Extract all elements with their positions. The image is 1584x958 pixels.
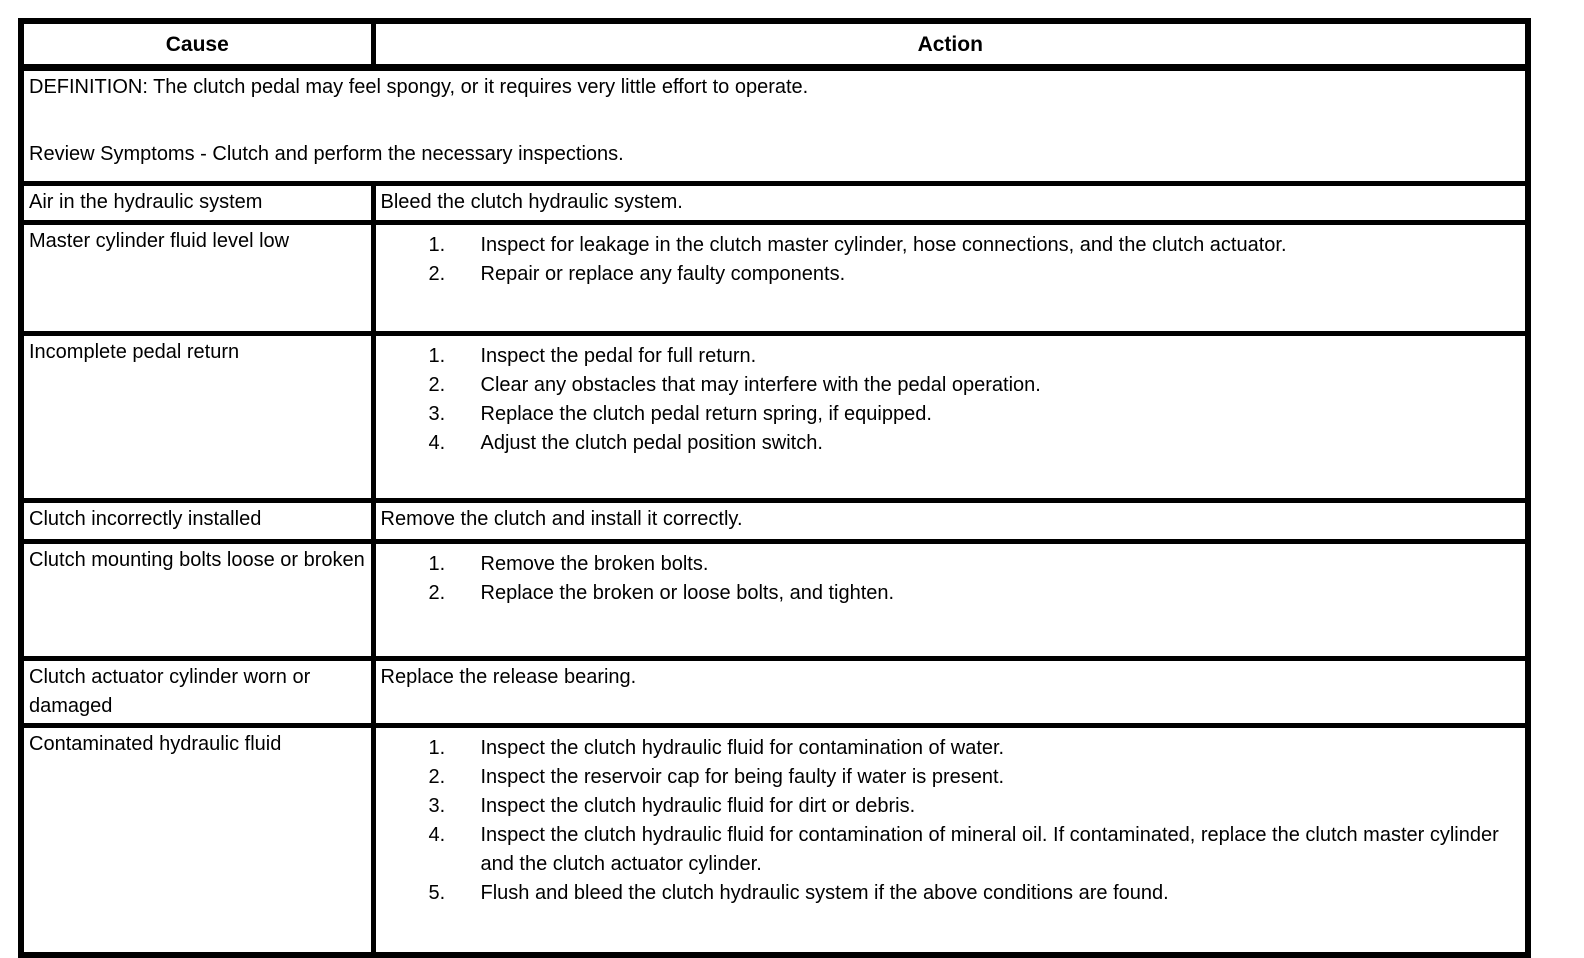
table-row bbox=[21, 726, 1528, 956]
action-text: Remove the clutch and install it correctly. bbox=[380, 508, 743, 530]
action-step: Replace the broken or loose bolts, and tighten. bbox=[480, 582, 895, 604]
table-row bbox=[21, 334, 1528, 501]
action-cell bbox=[373, 726, 1528, 956]
column-header-action: Action bbox=[373, 21, 1528, 68]
action-step: Inspect the reservoir cap for being faulty if water is present. bbox=[480, 766, 1005, 788]
definition-row bbox=[21, 68, 1528, 184]
action-cell bbox=[373, 184, 1528, 223]
action-cell bbox=[373, 223, 1528, 334]
action-steps-list bbox=[381, 734, 1521, 908]
action-step: Adjust the clutch pedal position switch. bbox=[480, 432, 823, 454]
action-steps-list bbox=[381, 342, 1521, 458]
cause-cell: Incomplete pedal return bbox=[21, 334, 373, 501]
cause-cell: Clutch mounting bolts loose or broken bbox=[21, 542, 373, 659]
cause-cell: Air in the hydraulic system bbox=[21, 184, 373, 223]
action-steps-list bbox=[381, 550, 1521, 608]
table-header-row bbox=[21, 21, 1528, 68]
action-cell bbox=[373, 542, 1528, 659]
action-step: Inspect the clutch hydraulic fluid for dirt or debris. bbox=[480, 795, 916, 817]
table-row bbox=[21, 184, 1528, 223]
action-step: Inspect the clutch hydraulic fluid for contamination of mineral oil. If contaminated, replace the clutch master cylinder and the clutch actuator cylinder. bbox=[480, 824, 1499, 875]
action-step: Flush and bleed the clutch hydraulic system if the above conditions are found. bbox=[480, 882, 1169, 904]
action-cell bbox=[373, 334, 1528, 501]
action-cell bbox=[373, 659, 1528, 726]
troubleshooting-table bbox=[18, 18, 1531, 958]
action-text: Replace the release bearing. bbox=[380, 666, 637, 688]
definition-cell bbox=[21, 68, 1528, 184]
cause-cell: Master cylinder fluid level low bbox=[21, 223, 373, 334]
action-step: Inspect for leakage in the clutch master cylinder, hose connections, and the clutch actuator. bbox=[480, 234, 1287, 256]
action-step: Inspect the pedal for full return. bbox=[480, 345, 757, 367]
action-step: Replace the clutch pedal return spring, if equipped. bbox=[480, 403, 932, 425]
review-symptoms-text: Review Symptoms - Clutch and perform the necessary inspections. bbox=[29, 143, 624, 165]
action-cell bbox=[373, 501, 1528, 542]
action-text: Bleed the clutch hydraulic system. bbox=[380, 191, 683, 213]
table-row bbox=[21, 501, 1528, 542]
definition-text: DEFINITION: The clutch pedal may feel spongy, or it requires very little effort to operate. bbox=[29, 76, 809, 98]
cause-cell: Clutch incorrectly installed bbox=[21, 501, 373, 542]
action-steps-list bbox=[381, 231, 1521, 289]
table-row bbox=[21, 542, 1528, 659]
action-step: Remove the broken bolts. bbox=[480, 553, 709, 575]
column-header-cause: Cause bbox=[21, 21, 373, 68]
action-step: Inspect the clutch hydraulic fluid for contamination of water. bbox=[480, 737, 1005, 759]
table-row bbox=[21, 659, 1528, 726]
cause-cell: Clutch actuator cylinder worn or damaged bbox=[21, 659, 373, 726]
action-step: Repair or replace any faulty components. bbox=[480, 263, 846, 285]
table-row bbox=[21, 223, 1528, 334]
cause-cell: Contaminated hydraulic fluid bbox=[21, 726, 373, 956]
action-step: Clear any obstacles that may interfere with the pedal operation. bbox=[480, 374, 1041, 396]
